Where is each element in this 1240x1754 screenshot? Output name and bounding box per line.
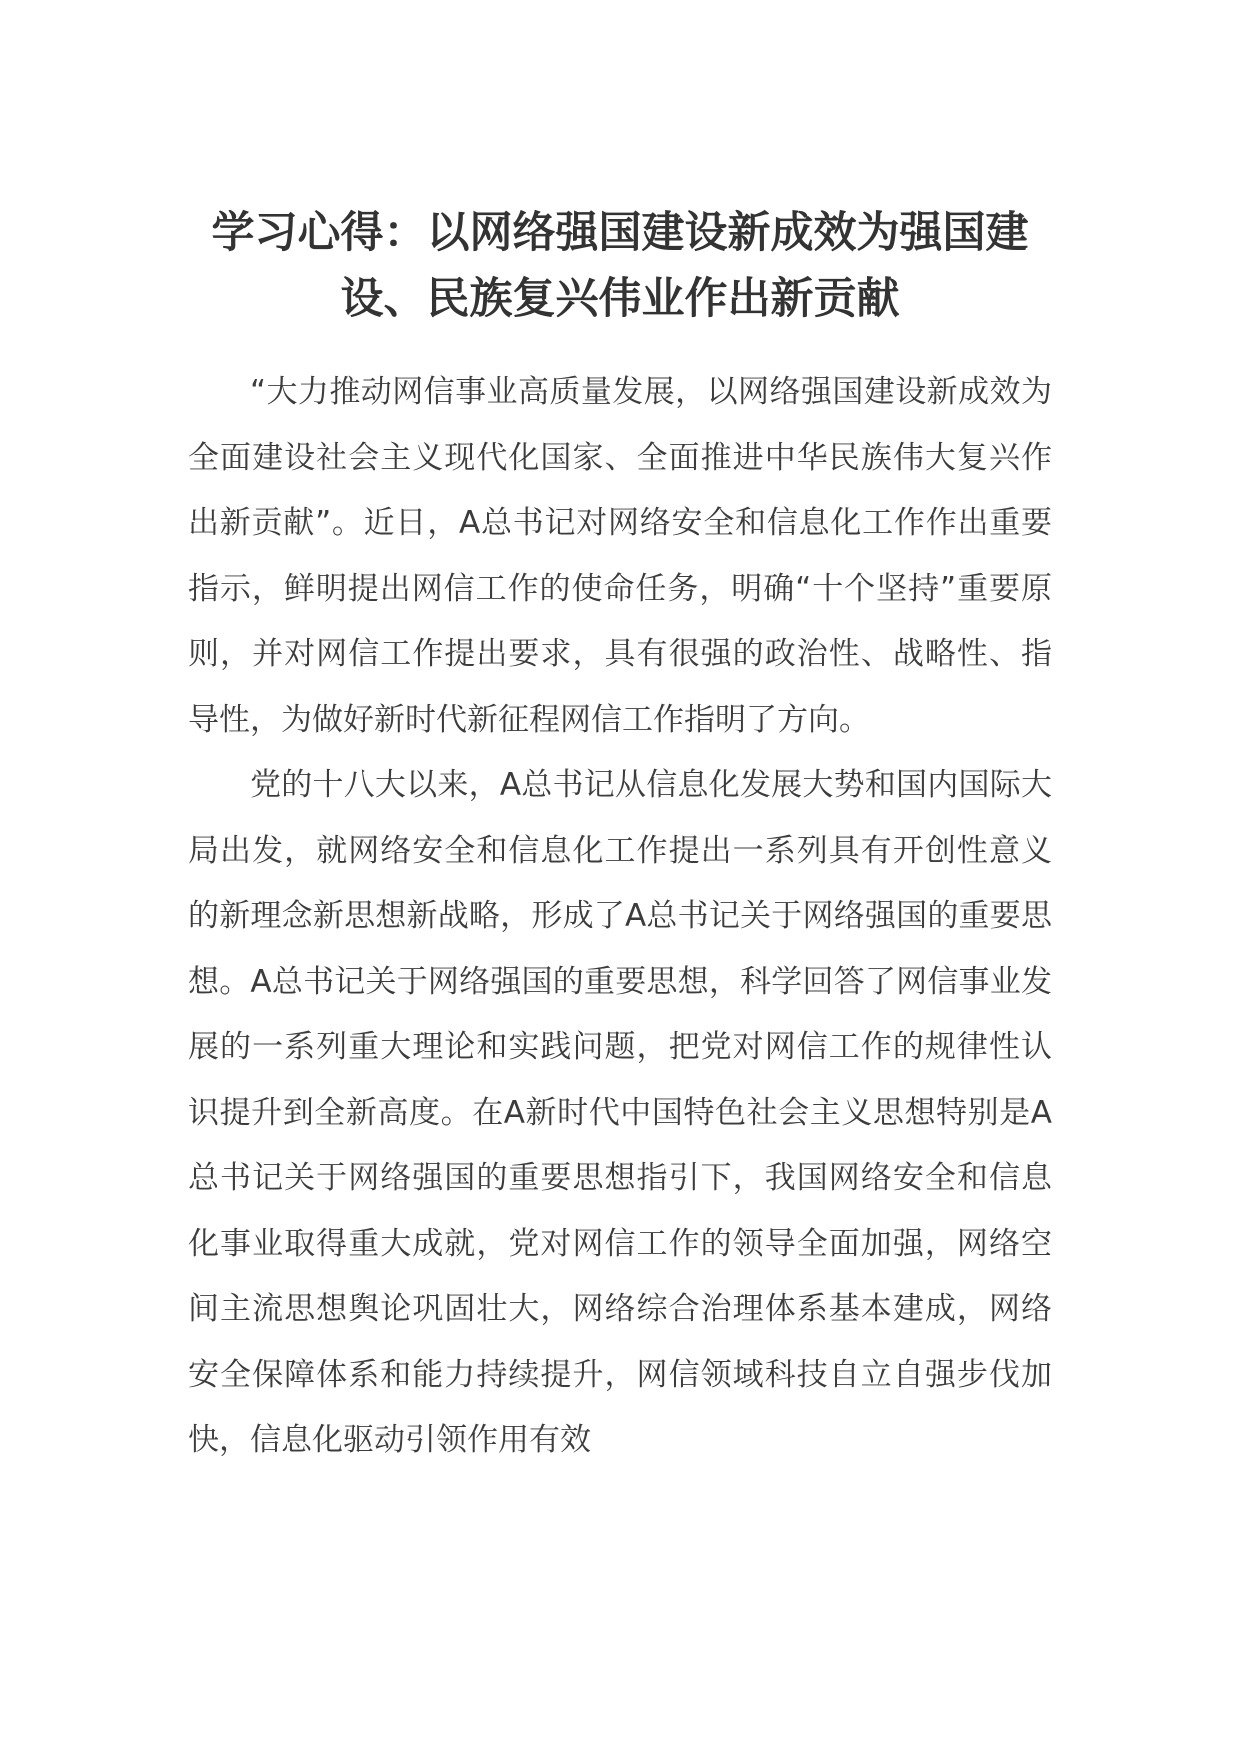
document-title: 学习心得：以网络强国建设新成效为强国建设、民族复兴伟业作出新贡献 — [211, 208, 1029, 324]
paragraph-2: 党的十八大以来，A总书记从信息化发展大势和国内国际大局出发，就网络安全和信息化工作提出一系列具有开创性意义的新理念新思想新战略，形成了A总书记关于网络强国的重要思想。A总书记关于网络强国的重要思想，科学回答了网信事业发展的一系列重大理论和实践问题，把党对网信工作的规律性认识提升到全新高度。在A新时代中国特色社会主义思想特别是A总书记关于网络强国的重要思想指引下，我国网络安全和信息化事业取得重大成就，党对网信工作的领导全面加强，网络空间主流思想舆论巩固壮大，网络综合治理体系基本建成，网络安全保障体系和能力持续提升，网信领域科技自立自强步伐加快，信息化驱动引领作用有效 — [188, 767, 1052, 1458]
paragraph-1: “大力推动网信事业高质量发展，以网络强国建设新成效为全面建设社会主义现代化国家、全面推进中华民族伟大复兴作出新贡献”。近日，A总书记对网络安全和信息化工作作出重要指示，鲜明提出网信工作的使命任务，明确“十个坚持”重要原则，并对网信工作提出要求，具有很强的政治性、战略性、指导性，为做好新时代新征程网信工作指明了方向。 — [188, 374, 1052, 738]
document-body — [188, 200, 1052, 1474]
